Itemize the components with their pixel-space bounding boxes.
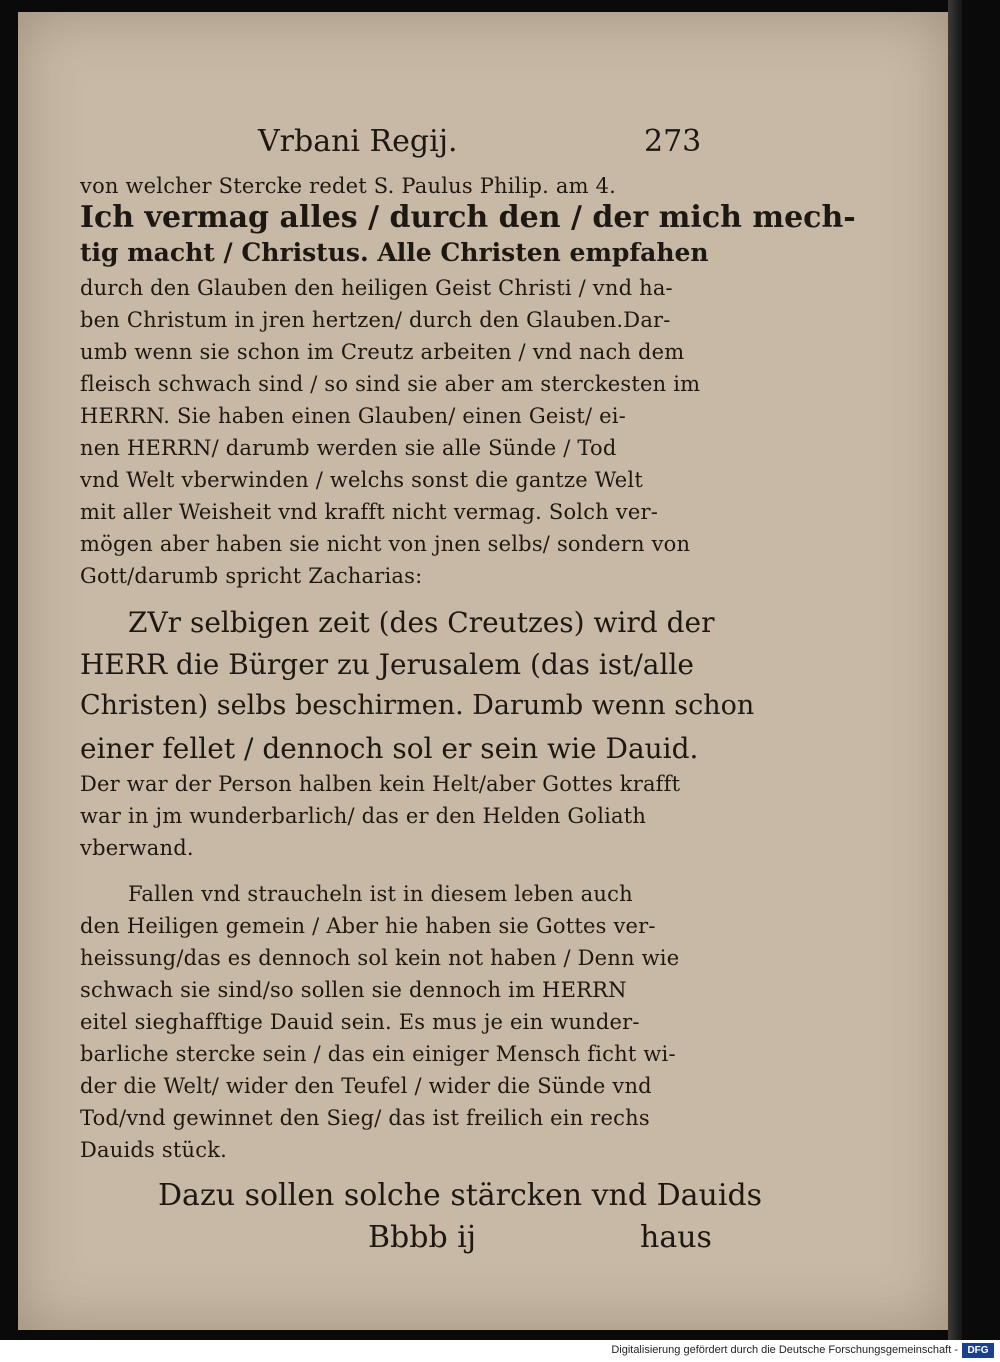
text-line: eitel sieghafftige Dauid sein. Es mus je ein wunder-: [80, 1010, 640, 1034]
funding-notice: Digitalisierung gefördert durch die Deutsche Forschungsgemeinschaft -: [611, 1344, 958, 1356]
text-line: heissung/das es dennoch sol kein not haben / Denn wie: [80, 946, 680, 970]
footer-bar: [0, 1340, 1000, 1362]
text-line: barliche stercke sein / das ein einiger Mensch ficht wi-: [80, 1042, 676, 1066]
text-line: Fallen vnd straucheln ist in diesem leben auch: [128, 882, 633, 906]
text-line: Gott/darumb spricht Zacharias:: [80, 564, 423, 588]
signature-mark: Bbbb ij: [368, 1220, 477, 1255]
text-line: schwach sie sind/so sollen sie dennoch im HERRN: [80, 978, 627, 1002]
text-line: ben Christum in jren hertzen/ durch den Glauben.Dar-: [80, 308, 671, 332]
dfg-logo: DFG: [962, 1343, 994, 1358]
quote-line: HERR die Bürger zu Jerusalem (das ist/alle: [80, 648, 694, 681]
text-line: mögen aber haben sie nicht von jnen selbs/ sondern von: [80, 532, 691, 556]
catchword: haus: [640, 1220, 712, 1255]
page-edge: [948, 0, 962, 1340]
text-line: von welcher Stercke redet S. Paulus Philip. am 4.: [80, 174, 617, 198]
quote-line: vberwand.: [80, 836, 194, 860]
quote-line: war in jm wunderbarlich/ das er den Helden Goliath: [80, 804, 647, 828]
text-line: Ich vermag alles / durch den / der mich mech-: [80, 200, 856, 235]
book-page: [18, 12, 948, 1330]
catchline: Dazu sollen solche stärcken vnd Dauids: [158, 1178, 763, 1213]
quote-line: Christen) selbs beschirmen. Darumb wenn schon: [80, 690, 755, 721]
text-line: HERRN. Sie haben einen Glauben/ einen Geist/ ei-: [80, 404, 626, 428]
text-line: den Heiligen gemein / Aber hie haben sie Gottes ver-: [80, 914, 656, 938]
text-line: Tod/vnd gewinnet den Sieg/ das ist freilich ein rechs: [80, 1106, 650, 1130]
page-number: 273: [644, 124, 702, 159]
text-line: fleisch schwach sind / so sind sie aber am sterckesten im: [80, 372, 701, 396]
text-line: tig macht / Christus. Alle Christen empfahen: [80, 238, 709, 267]
text-line: nen HERRN/ darumb werden sie alle Sünde / Tod: [80, 436, 617, 460]
quote-line: ZVr selbigen zeit (des Creutzes) wird der: [128, 606, 715, 639]
text-line: der die Welt/ wider den Teufel / wider die Sünde vnd: [80, 1074, 652, 1098]
text-line: umb wenn sie schon im Creutz arbeiten / vnd nach dem: [80, 340, 685, 364]
text-line: Dauids stück.: [80, 1138, 227, 1162]
text-line: durch den Glauben den heiligen Geist Christi / vnd ha-: [80, 276, 673, 300]
text-line: mit aller Weisheit vnd krafft nicht vermag. Solch ver-: [80, 500, 658, 524]
text-line: vnd Welt vberwinden / welchs sonst die gantze Welt: [80, 468, 643, 492]
quote-line: Der war der Person halben kein Helt/aber Gottes krafft: [80, 772, 681, 796]
running-head: Vrbani Regij.: [258, 124, 458, 159]
quote-line: einer fellet / dennoch sol er sein wie Dauid.: [80, 732, 699, 765]
